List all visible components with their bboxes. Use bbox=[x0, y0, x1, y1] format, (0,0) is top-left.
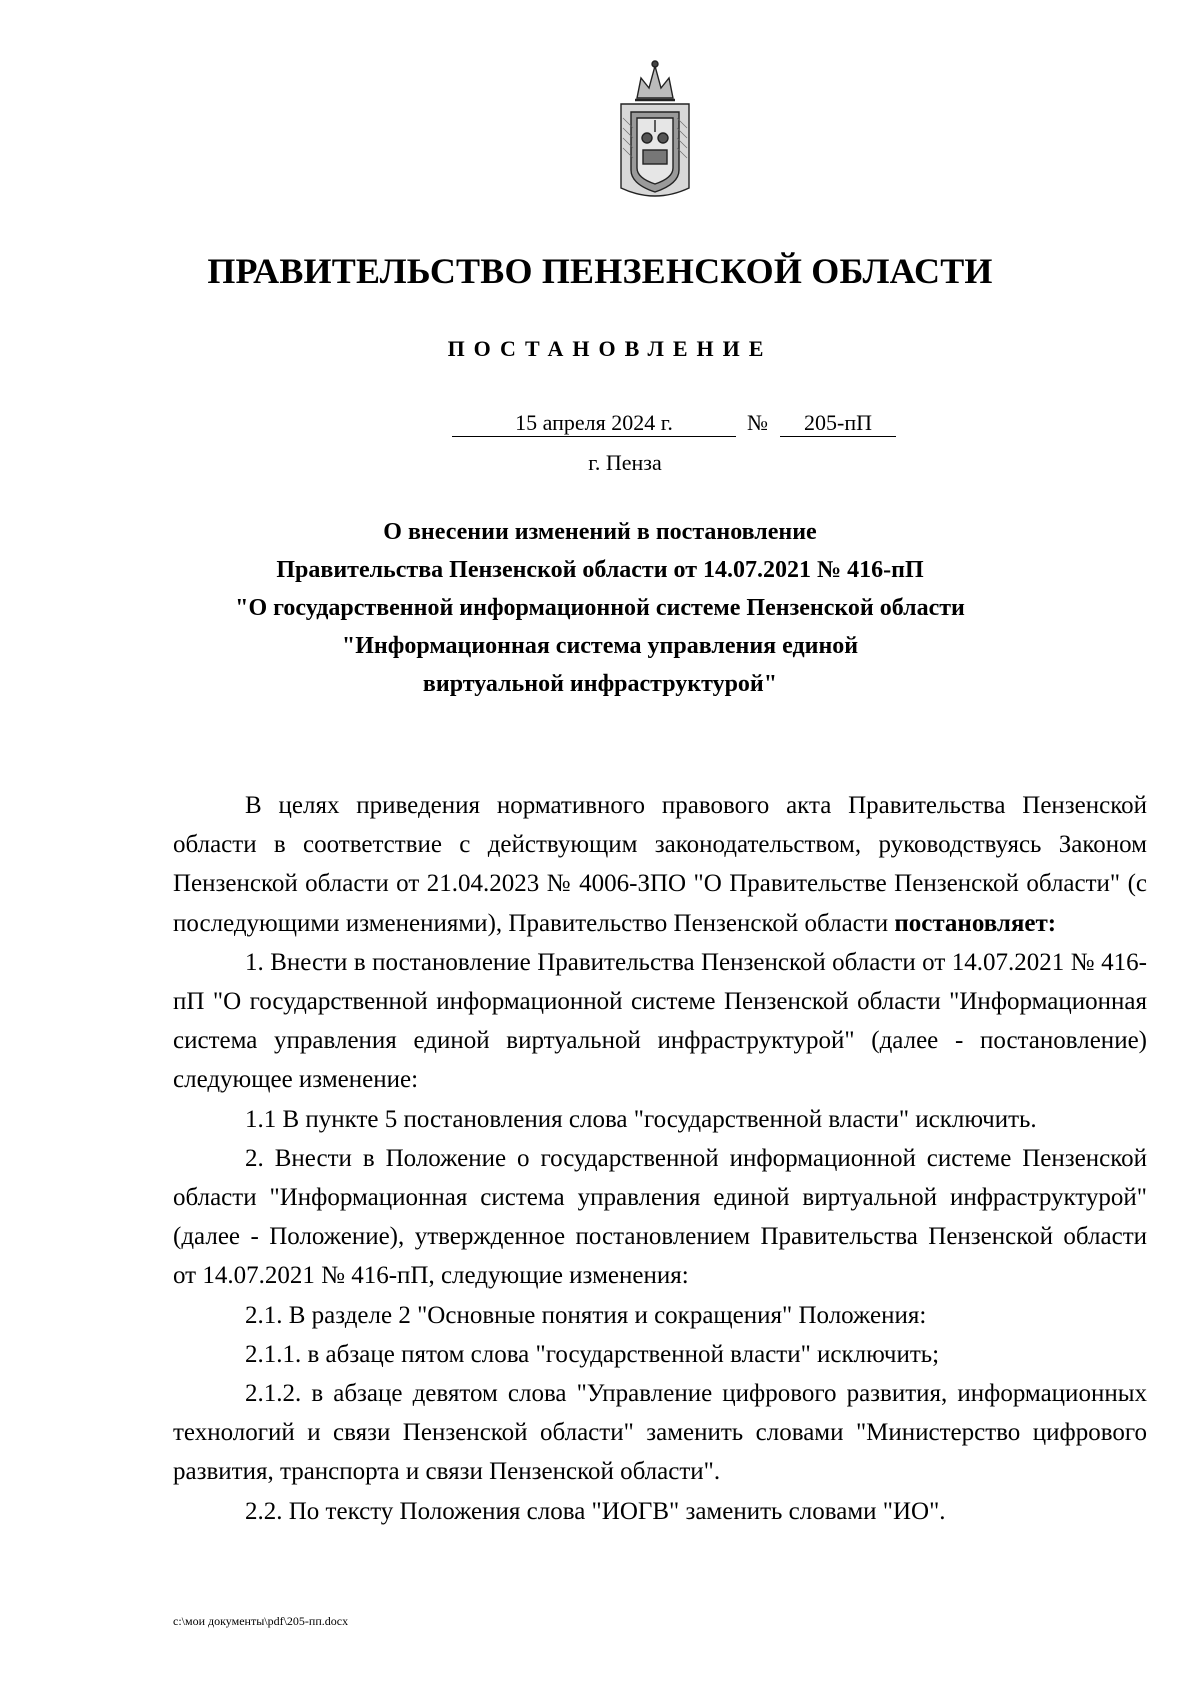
penza-crest-icon bbox=[607, 58, 703, 204]
footer-file-path: c:\мои документы\pdf\205-пп.docx bbox=[173, 1614, 349, 1628]
paragraph-2: 2. Внести в Положение о государственной информационной системе Пензенской области "Информационная система управления единой виртуальной инфраструктурой" (далее - Положение), утвержденное постановлением Правительства Пензенской области от 14.07.2021 № 416-пП, следующие изменения: bbox=[173, 1144, 1147, 1290]
number-sign: № bbox=[747, 410, 768, 435]
document-city: г. Пенза bbox=[588, 450, 662, 475]
subject-line: Правительства Пензенской области от 14.07.2021 № 416-пП bbox=[276, 557, 924, 583]
document-date: 15 апреля 2024 г. bbox=[452, 410, 736, 437]
document-body bbox=[173, 786, 1147, 1531]
subject-line: "О государственной информационной системе Пензенской области bbox=[235, 595, 965, 621]
subject-line: О внесении изменений в постановление bbox=[383, 519, 817, 545]
preamble-bold: постановляет: bbox=[894, 909, 1057, 937]
government-title: ПРАВИТЕЛЬСТВО ПЕНЗЕНСКОЙ ОБЛАСТИ bbox=[207, 251, 993, 291]
subject-line: "Информационная система управления единой bbox=[341, 633, 859, 659]
paragraph-2-2: 2.2. По тексту Положения слова "ИОГВ" заменить словами "ИО". bbox=[245, 1497, 946, 1525]
paragraph-1-1: 1.1 В пункте 5 постановления слова "государственной власти" исключить. bbox=[245, 1105, 1037, 1133]
paragraph-2-1: 2.1. В разделе 2 "Основные понятия и сокращения" Положения: bbox=[245, 1301, 927, 1329]
paragraph-1: 1. Внести в постановление Правительства Пензенской области от 14.07.2021 № 416-пП "О государственной информационной системе Пензенской области "Информационная система управления единой виртуальной инфраструктурой" (далее - постановление) следующее изменение: bbox=[173, 948, 1147, 1094]
document-number: 205-пП bbox=[780, 410, 896, 437]
document-subject bbox=[150, 513, 1050, 703]
paragraph-2-1-1: 2.1.1. в абзаце пятом слова "государственной власти" исключить; bbox=[245, 1340, 940, 1368]
document-type: ПОСТАНОВЛЕНИЕ bbox=[447, 336, 773, 361]
subject-line: виртуальной инфраструктурой" bbox=[422, 671, 778, 697]
preamble-text: В целях приведения нормативного правового акта Правительства Пензенской области в соответствие с действующим законодательством, руководствуясь Законом Пензенской области от 21.04.2023 № 4006-ЗПО "О Правительстве Пензенской области" (с последующими изменениями), Правительство Пензенской области bbox=[173, 792, 1147, 937]
paragraph-2-1-2: 2.1.2. в абзаце девятом слова "Управление цифрового развития, информационных технологий и связи Пензенской области" заменить словами "Министерство цифрового развития, транспорта и связи Пензенской области". bbox=[173, 1380, 1147, 1486]
preamble-paragraph bbox=[173, 786, 1147, 943]
